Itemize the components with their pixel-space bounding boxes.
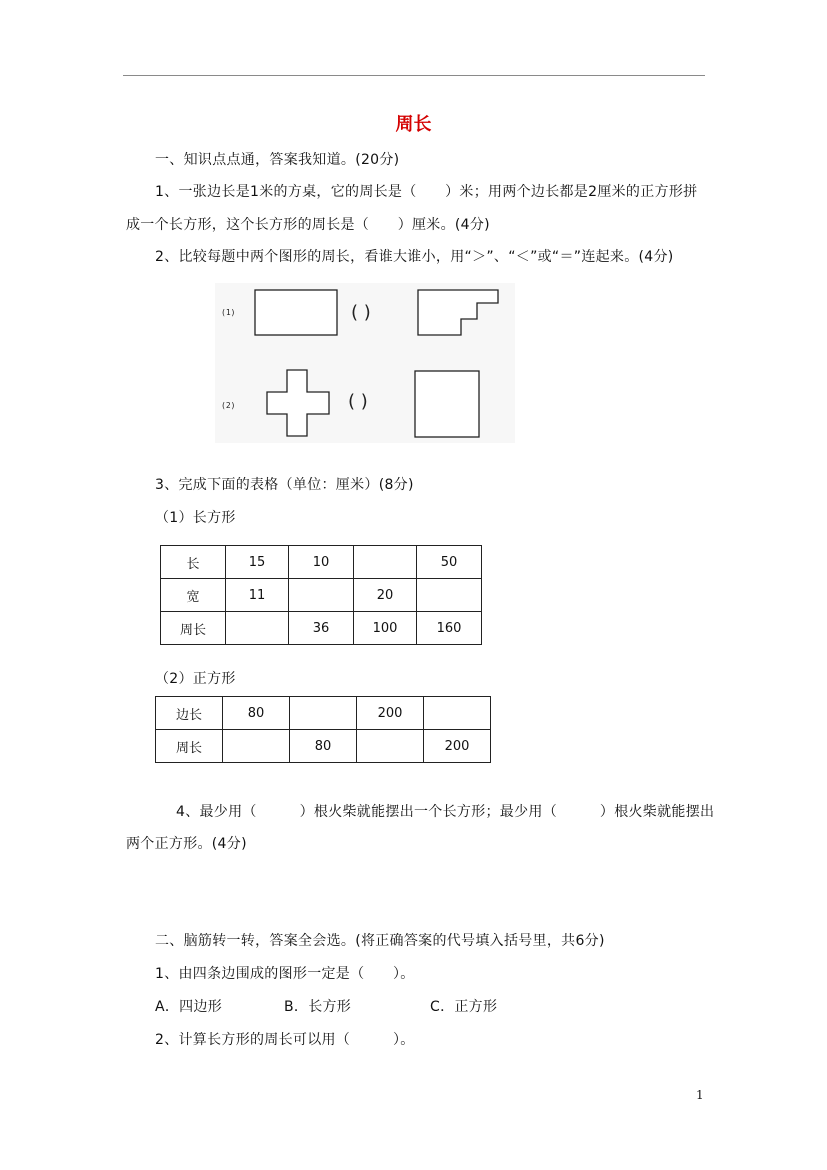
shape-comparison-figure: [215, 283, 515, 443]
table-cell: [357, 730, 424, 763]
option-c: C．正方形: [430, 999, 498, 1015]
table-cell: 15: [226, 546, 289, 579]
table-cell: [290, 697, 357, 730]
header-rule: [123, 75, 705, 76]
table-cell: [226, 612, 289, 645]
question1-line2: 成一个长方形，这个长方形的周长是（ ）厘米。(4分): [126, 217, 490, 233]
section2-heading: 二、脑筋转一转，答案全会选。(将正确答案的代号填入括号里，共6分): [155, 933, 605, 949]
table-cell: 20: [354, 579, 417, 612]
table-row: [161, 546, 482, 579]
figure-label-2: (2): [221, 401, 236, 410]
section2-question1: 1、由四条边围成的图形一定是（ ）。: [155, 966, 415, 982]
table-cell: 边长: [156, 697, 223, 730]
table-cell: 宽: [161, 579, 226, 612]
option-b: B．长方形: [284, 999, 352, 1015]
page-number: 1: [696, 1088, 704, 1102]
square-table: [155, 696, 491, 763]
table1-caption: （1）长方形: [155, 510, 236, 526]
table-cell: 200: [424, 730, 491, 763]
comparison-paren-1: ( ): [351, 302, 371, 323]
table-cell: 50: [417, 546, 482, 579]
table2-caption: （2）正方形: [155, 671, 236, 687]
question4-line2: 两个正方形。(4分): [126, 836, 247, 852]
rectangle-table: [160, 545, 482, 645]
question3-text: 3、完成下面的表格（单位：厘米）(8分): [155, 477, 414, 493]
question2-text: 2、比较每题中两个图形的周长，看谁大谁小，用“＞”、“＜”或“＝”连起来。(4分): [155, 249, 674, 265]
table-cell: 100: [354, 612, 417, 645]
table-row: [161, 579, 482, 612]
table-cell: [289, 579, 354, 612]
table-cell: [354, 546, 417, 579]
table-row: [156, 730, 491, 763]
square-shape: [415, 371, 479, 437]
table-row: [161, 612, 482, 645]
comparison-paren-2: ( ): [348, 391, 368, 412]
page-title: 周长: [395, 114, 432, 135]
table-cell: [223, 730, 290, 763]
table-cell: [424, 697, 491, 730]
table-cell: 周长: [156, 730, 223, 763]
table-cell: 36: [289, 612, 354, 645]
section2-question2: 2、计算长方形的周长可以用（ ）。: [155, 1032, 415, 1048]
table-cell: 10: [289, 546, 354, 579]
rectangle-shape: [255, 290, 337, 335]
figure-label-1: (1): [221, 308, 236, 317]
table-cell: 200: [357, 697, 424, 730]
section1-heading: 一、知识点点通，答案我知道。(20分): [155, 152, 400, 168]
table-cell: [417, 579, 482, 612]
table-cell: 80: [290, 730, 357, 763]
table-cell: 160: [417, 612, 482, 645]
option-a: A．四边形: [155, 999, 223, 1015]
table-cell: 11: [226, 579, 289, 612]
question4-line1: 4、最少用（ ）根火柴就能摆出一个长方形；最少用（ ）根火柴就能摆出: [176, 804, 715, 820]
table-cell: 长: [161, 546, 226, 579]
table-cell: 周长: [161, 612, 226, 645]
table-row: [156, 697, 491, 730]
table-cell: 80: [223, 697, 290, 730]
question1-line1: 1、一张边长是1米的方桌，它的周长是（ ）米；用两个边长都是2厘米的正方形拼: [155, 184, 698, 200]
